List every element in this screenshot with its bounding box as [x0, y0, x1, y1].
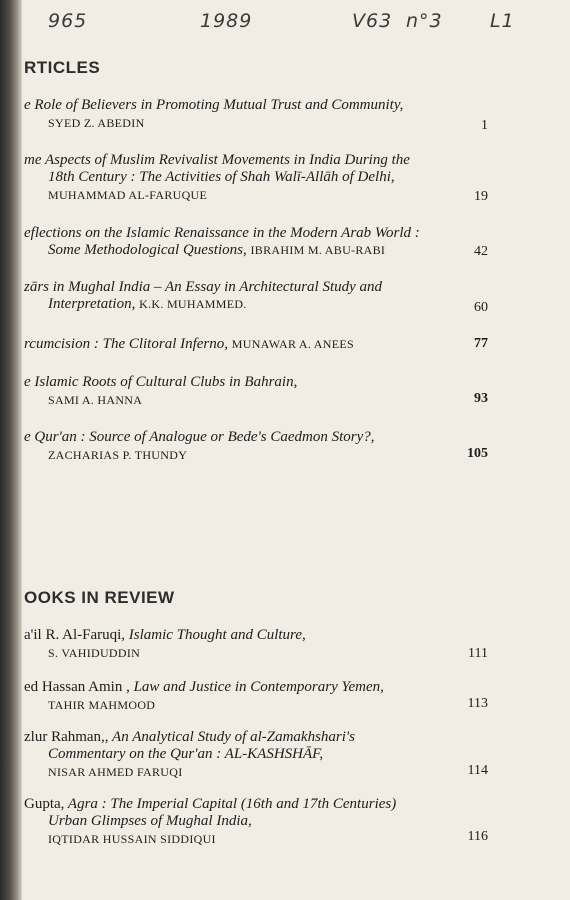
page-number: 105 [467, 446, 488, 461]
page-number: 93 [474, 391, 488, 406]
page-number: 1 [481, 118, 488, 133]
entry-author: IBRAHIM M. ABU-RABI [250, 243, 386, 257]
margin-mark: y [4, 755, 11, 770]
entry-author: SAMI A. HANNA [48, 393, 143, 407]
toc-entry[interactable] [24, 279, 489, 313]
articles-heading: RTICLES [24, 58, 101, 77]
toc-entry[interactable] [24, 679, 489, 713]
page-number: 19 [474, 189, 488, 204]
entry-reviewer: IQTIDAR HUSSAIN SIDDIQUI [48, 832, 216, 846]
page-number: 116 [467, 829, 488, 844]
entry-author: K.K. MUHAMMED. [139, 297, 247, 311]
handwritten-note: 1989 [200, 10, 253, 32]
toc-entry[interactable] [24, 374, 489, 408]
entry-author: ZACHARIAS P. THUNDY [48, 448, 188, 462]
entry-title: rcumcision : The Clitoral Inferno, [24, 336, 229, 352]
entry-title: e Islamic Roots of Cultural Clubs in Bahrain, [24, 374, 298, 390]
page-number: 113 [467, 696, 488, 711]
toc-entry[interactable] [24, 429, 489, 463]
entry-title-line [48, 296, 489, 313]
entry-title-line: zārs in Mughal India – An Essay in Architectural Study and [24, 279, 383, 295]
entry-title-line: Agra : The Imperial Capital (16th and 17th Centuries) [67, 796, 397, 812]
books-heading: OOKS IN REVIEW [24, 588, 175, 607]
page-number: 77 [474, 336, 488, 351]
entry-reviewed-author: a'il R. Al-Faruqi, [24, 627, 126, 643]
entry-author: SYED Z. ABEDIN [48, 116, 145, 130]
toc-entry[interactable] [24, 336, 489, 353]
entry-title-line: me Aspects of Muslim Revivalist Movements in India During the [24, 152, 410, 168]
entry-reviewer: S. VAHIDUDDIN [48, 646, 141, 660]
page-number: 60 [474, 300, 488, 315]
entry-title-part: Interpretation, [48, 296, 136, 312]
entry-title-line: eflections on the Islamic Renaissance in the Modern Arab World : [24, 225, 420, 241]
page-number: 111 [468, 646, 488, 661]
entry-reviewed-author: zlur Rahman,, [24, 729, 109, 745]
entry-reviewed-author: ed Hassan Amin , [24, 679, 130, 695]
handwritten-note: L1 [490, 10, 515, 32]
entry-reviewed-author: Gupta, [24, 796, 65, 812]
toc-entry[interactable] [24, 152, 489, 203]
handwritten-note: n°3 [406, 10, 443, 32]
entry-title-part: Some Methodological Questions, [48, 242, 247, 258]
toc-entry[interactable] [24, 796, 489, 847]
entry-author: MUHAMMAD AL-FARUQUE [48, 188, 208, 202]
toc-entry[interactable] [24, 97, 489, 131]
entry-title: e Role of Believers in Promoting Mutual Trust and Community, [24, 97, 404, 113]
entry-title-line: Urban Glimpses of Mughal India, [48, 813, 252, 829]
handwritten-note: 965 [48, 10, 88, 32]
toc-entry[interactable] [24, 225, 489, 259]
page-number: 42 [474, 244, 488, 259]
toc-entry[interactable] [24, 729, 489, 780]
handwritten-note: V63 [352, 10, 393, 32]
entry-title-line: An Analytical Study of al-Zamakhshari's [112, 729, 355, 745]
entry-title: Islamic Thought and Culture, [128, 627, 306, 643]
entry-title-line: Commentary on the Qur'an : AL-KASHSHĀF, [48, 746, 324, 762]
entry-reviewer: NISAR AHMED FARUQI [48, 765, 183, 779]
margin-mark: , [4, 805, 8, 820]
entry-title: Law and Justice in Contemporary Yemen, [133, 679, 384, 695]
entry-title-line [48, 242, 489, 259]
toc-entry[interactable] [24, 627, 489, 661]
page-number: 114 [467, 763, 488, 778]
entry-title-line: 18th Century : The Activities of Shah Walī-Allāh of Delhi, [48, 169, 395, 185]
entry-title: e Qur'an : Source of Analogue or Bede's Caedmon Story?, [24, 429, 375, 445]
entry-reviewer: TAHIR MAHMOOD [48, 698, 156, 712]
entry-author: MUNAWAR A. ANEES [231, 337, 354, 351]
